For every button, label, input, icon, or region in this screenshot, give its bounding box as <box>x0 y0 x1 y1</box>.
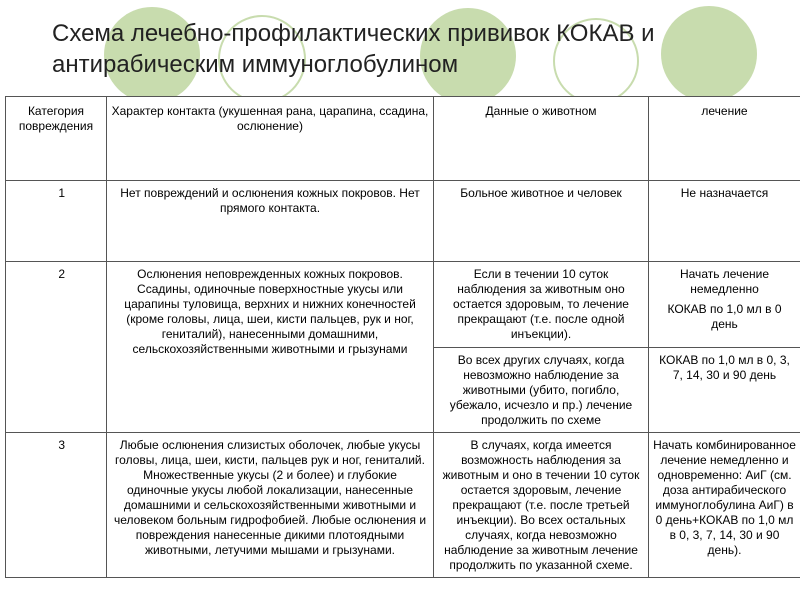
treatment-cell: КОКАВ по 1,0 мл в 0, 3, 7, 14, 30 и 90 день <box>649 348 800 433</box>
treatment-line: КОКАВ по 1,0 мл в 0 день <box>667 302 782 331</box>
table-row <box>6 181 800 262</box>
animal-cell: В случаях, когда имеется возможность наблюдения за животным и оно в течении 10 суток остается здоровым, лечение прекращают (т.е. после третьей инъекции). Во всех остальных случаях, когда невозможно наблюдение за животным лечение продолжить по указанной схеме. <box>434 433 649 578</box>
category-cell: 1 <box>6 181 107 262</box>
header-treatment: лечение <box>649 97 800 181</box>
page-title: Схема лечебно-профилактических прививок КОКАВ и антирабическим иммуноглобулином <box>52 20 655 78</box>
treatment-line: Начать лечение немедленно <box>679 267 770 296</box>
animal-cell: Во всех других случаях, когда невозможно наблюдение за животными (убито, погибло, убежало, исчезло и пр.) лечение продолжить по схеме <box>434 348 649 433</box>
header-category: Категория повреждения <box>6 97 107 181</box>
category-cell: 3 <box>6 433 107 578</box>
animal-cell: Если в течении 10 суток наблюдения за животным оно остается здоровым, то лечение прекращают (т.е. после одной инъекции). <box>434 262 649 348</box>
table-row <box>6 433 800 578</box>
animal-cell: Больное животное и человек <box>434 181 649 262</box>
table-header-row <box>6 97 800 181</box>
contact-cell: Нет повреждений и ослюнения кожных покровов. Нет прямого контакта. <box>107 181 434 262</box>
table-row <box>6 262 800 348</box>
contact-cell: Любые ослюнения слизистых оболочек, любые укусы головы, лица, шеи, кисти, пальцев рук и ног, гениталий. Множественные укусы (2 и более) и глубокие одиночные укусы любой локализации, нанесенные домашними и сельскохозяйственными животными и человеком больным гидрофобией. Любые ослюнения и повреждения нанесенные дикими плотоядными животными, летучими мышами и грызунами. <box>107 433 434 578</box>
treatment-cell: Не назначается <box>649 181 800 262</box>
header-contact: Характер контакта (укушенная рана, царапина, ссадина, ослюнение) <box>107 97 434 181</box>
category-cell: 2 <box>6 262 107 433</box>
vaccination-schedule-table <box>5 96 800 578</box>
contact-cell: Ослюнения неповрежденных кожных покровов. Ссадины, одиночные поверхностные укусы или царапины туловища, верхних и нижних конечностей (кроме головы, лица, шеи, кисти пальцев, рук и ног, гениталий), нанесенными домашними, сельскохозяйственными животными и грызунами <box>107 262 434 433</box>
header-animal: Данные о животном <box>434 97 649 181</box>
treatment-cell <box>649 262 800 348</box>
treatment-cell: Начать комбинированное лечение немедленно и одновременно: АиГ (см. доза антирабического иммуноглобулина АиГ) в 0 день+КОКАВ по 1,0 мл в 0, 3, 7, 14, 30 и 90 день). <box>649 433 800 578</box>
